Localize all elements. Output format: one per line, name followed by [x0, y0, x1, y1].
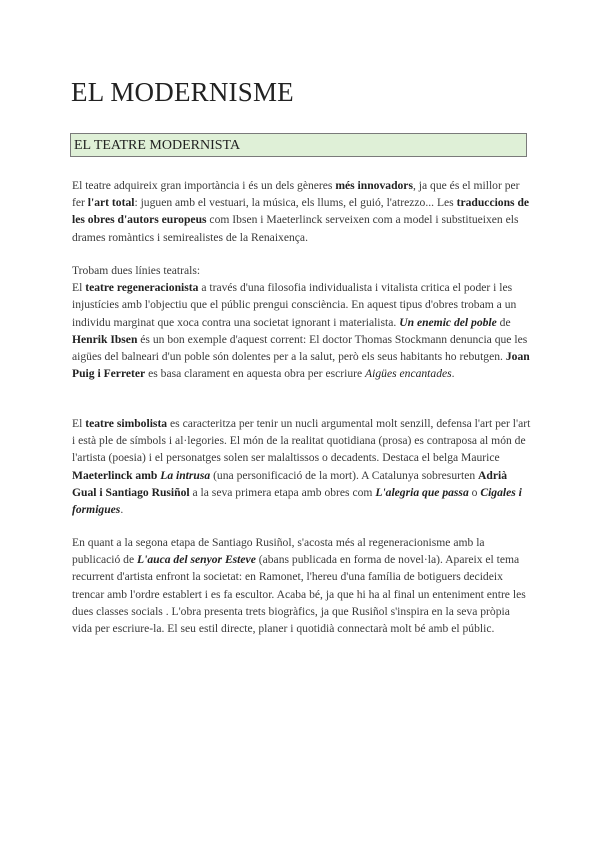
- bold-italic-text: La intrusa: [160, 468, 211, 482]
- text-run: a través d'una filosofia individualista i vitalista critica el poder i les injustícies amb l'objectiu que el públic prengui consciència. En aquest tipus d'obres trobam a un individu marginat que xoca contra una societat ignorant i materialista.: [72, 281, 517, 329]
- bold-text: Maeterlinck amb: [72, 468, 158, 482]
- bold-italic-text: L'alegria que passa: [375, 485, 469, 499]
- paragraph-simbolista: [72, 415, 532, 518]
- text-run: o: [468, 485, 481, 499]
- paragraph-regeneracionista: [72, 262, 532, 382]
- bold-text: més innovadors: [335, 179, 413, 192]
- text-run: es caracteritza per tenir un nucli argumental molt senzill, defensa l'art per l'art i està ple de símbols i al·legories. El món de la realitat quotidiana (prosa) es contraposa al món de l'artista (poesia) i el personatges solen ser malaltissos o decadents. Destaca el belga Maurice: [72, 417, 531, 465]
- text-run: és un bon exemple d'aquest corrent: El doctor Thomas Stockmann denuncia que les aigües del balneari d'un poble són dolentes per a la salut, però els seus habitants ho rebutgen.: [72, 332, 528, 364]
- bold-text: traduccions de les obres d'autors europeus: [72, 196, 530, 227]
- bold-text: teatre regeneracionista: [85, 281, 199, 295]
- text-run: com Ibsen i Maeterlinck serveixen com a model i substitueixen els drames romàntics i semirealistes de la Renaixença.: [72, 213, 519, 244]
- text-run: de: [496, 315, 511, 329]
- text-run: : juguen amb el vestuari, la música, els llums, el guió, l'atrezzo... Les: [134, 196, 457, 210]
- text-run: (abans publicada en forma de novel·la). Apareix el tema recurrent d'artista enfront la societat: en Ramonet, l'hereu d'una família de botiguers decideix trencar amb l'ordre establert i es fa escultor. Acaba bé, ja que hi ha al final un enteniment entre les dues classes socials . L'obra presenta trets biogràfics, ja que Rusiñol s'inspira en la seva pròpia vida per escriure-la. El seu estil directe, planer i quotidià connectarà molt bé amb el públic.: [72, 553, 526, 636]
- bold-text: Henrik Ibsen: [72, 332, 138, 346]
- text-run: .: [451, 367, 455, 381]
- text-run: El: [72, 417, 86, 430]
- text-run: Trobam dues línies teatrals:: [72, 264, 201, 277]
- bold-text: teatre simbolista: [85, 417, 168, 430]
- paragraph-rusinol: [72, 534, 532, 637]
- text-run: El teatre adquireix gran importància i és un dels gèneres: [72, 179, 336, 192]
- italic-text: Aigües encantades: [365, 367, 452, 381]
- bold-text: l'art total: [87, 196, 135, 210]
- text-run: En quant a la segona etapa de Santiago Rusiñol, s'acosta més al regeneracionisme amb la publicació de: [72, 536, 485, 567]
- text-run: , ja que és el millor per fer: [72, 179, 520, 210]
- bold-italic-text: Un enemic del poble: [399, 315, 497, 329]
- bold-italic-text: L'auca del senyor Esteve: [137, 553, 256, 567]
- bold-text: Adrià Gual i Santiago Rusiñol: [72, 468, 508, 499]
- text-run: a la seva primera etapa amb obres com: [189, 485, 376, 499]
- text-run: (una personificació de la mort). A Catalunya sobresurten: [210, 468, 479, 482]
- paragraph-intro: [72, 177, 532, 246]
- text-run: .: [120, 503, 124, 517]
- bold-italic-text: Cigales i formigues: [72, 485, 522, 517]
- page-title: EL MODERNISME: [71, 77, 294, 107]
- section-heading: EL TEATRE MODERNISTA: [74, 138, 241, 153]
- section-heading-box: [70, 133, 527, 157]
- text-run: El: [72, 281, 86, 295]
- bold-text: Joan Puig i Ferreter: [72, 350, 530, 381]
- text-run: es basa clarament en aquesta obra per escriure: [145, 367, 366, 381]
